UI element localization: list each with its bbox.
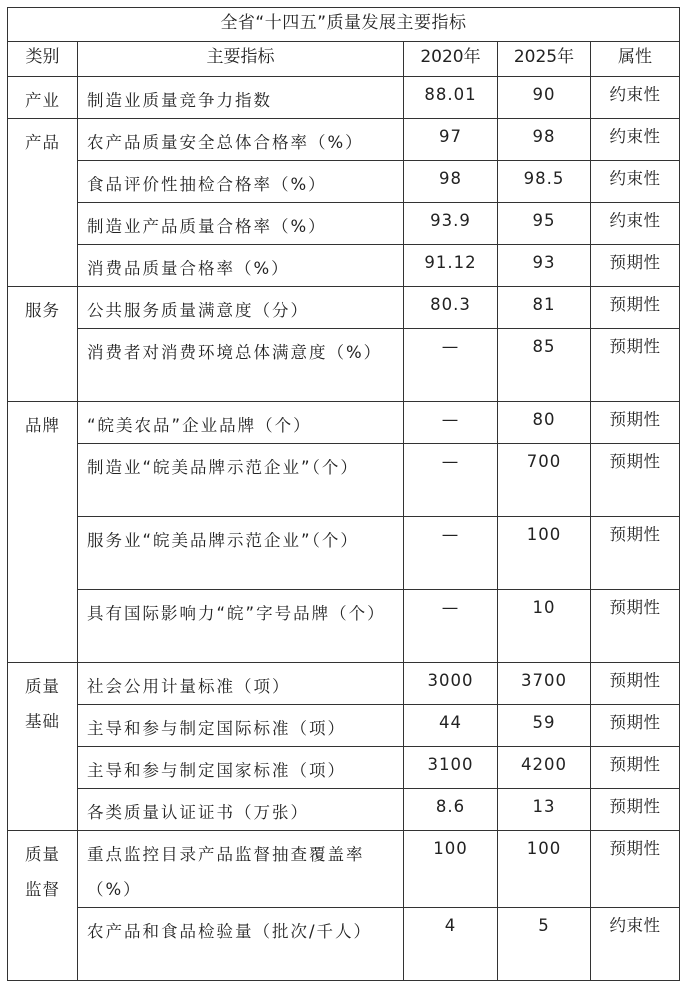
attribute-cell: 预期性 — [591, 663, 680, 705]
indicator-cell: 具有国际影响力“皖”字号品牌（个） — [78, 590, 404, 663]
value-2025-cell: 5 — [498, 908, 591, 981]
attribute-cell: 预期性 — [591, 329, 680, 402]
indicator-cell: “皖美农品”企业品牌（个） — [78, 402, 404, 444]
value-2020-cell: 3000 — [404, 663, 498, 705]
category-cell: 产品 — [8, 119, 78, 287]
value-2025-cell: 700 — [498, 444, 591, 517]
attribute-cell: 预期性 — [591, 245, 680, 287]
attribute-cell: 预期性 — [591, 789, 680, 831]
attribute-cell: 预期性 — [591, 402, 680, 444]
attribute-cell: 约束性 — [591, 908, 680, 981]
indicator-cell: 重点监控目录产品监督抽查覆盖率（%） — [78, 831, 404, 908]
value-2020-cell: 44 — [404, 705, 498, 747]
indicator-cell: 农产品和食品检验量（批次/千人） — [78, 908, 404, 981]
value-2020-cell: 97 — [404, 119, 498, 161]
indicator-cell: 公共服务质量满意度（分） — [78, 287, 404, 329]
category-cell: 质量基础 — [8, 663, 78, 831]
header-category: 类别 — [8, 42, 78, 77]
category-cell: 质量监督 — [8, 831, 78, 981]
value-2020-cell: — — [404, 329, 498, 402]
value-2025-cell: 93 — [498, 245, 591, 287]
category-cell: 品牌 — [8, 402, 78, 663]
value-2020-cell: — — [404, 444, 498, 517]
attribute-cell: 约束性 — [591, 119, 680, 161]
indicator-cell: 服务业“皖美品牌示范企业”（个） — [78, 517, 404, 590]
indicator-cell: 各类质量认证证书（万张） — [78, 789, 404, 831]
attribute-cell: 约束性 — [591, 77, 680, 119]
value-2025-cell: 13 — [498, 789, 591, 831]
value-2020-cell: 98 — [404, 161, 498, 203]
value-2020-cell: 3100 — [404, 747, 498, 789]
table-header-row — [8, 42, 680, 77]
indicator-cell: 制造业“皖美品牌示范企业”（个） — [78, 444, 404, 517]
indicator-cell: 消费者对消费环境总体满意度（%） — [78, 329, 404, 402]
value-2020-cell: — — [404, 517, 498, 590]
table-row — [8, 161, 680, 203]
attribute-cell: 预期性 — [591, 831, 680, 908]
table-row — [8, 402, 680, 444]
value-2025-cell: 90 — [498, 77, 591, 119]
value-2025-cell: 81 — [498, 287, 591, 329]
table-row — [8, 119, 680, 161]
value-2025-cell: 3700 — [498, 663, 591, 705]
attribute-cell: 预期性 — [591, 590, 680, 663]
table-row — [8, 663, 680, 705]
table-row — [8, 590, 680, 663]
table-row — [8, 908, 680, 981]
attribute-cell: 预期性 — [591, 444, 680, 517]
value-2020-cell: 80.3 — [404, 287, 498, 329]
table-row — [8, 77, 680, 119]
table-row — [8, 203, 680, 245]
indicator-cell: 农产品质量安全总体合格率（%） — [78, 119, 404, 161]
value-2020-cell: 100 — [404, 831, 498, 908]
value-2025-cell: 98 — [498, 119, 591, 161]
attribute-cell: 预期性 — [591, 747, 680, 789]
table-title-row — [8, 8, 680, 42]
table-row — [8, 245, 680, 287]
header-attribute: 属性 — [591, 42, 680, 77]
value-2020-cell: 4 — [404, 908, 498, 981]
indicator-cell: 制造业产品质量合格率（%） — [78, 203, 404, 245]
header-2025: 2025年 — [498, 42, 591, 77]
value-2025-cell: 100 — [498, 517, 591, 590]
table-row — [8, 444, 680, 517]
value-2025-cell: 85 — [498, 329, 591, 402]
table-row — [8, 831, 680, 908]
header-2020: 2020年 — [404, 42, 498, 77]
value-2020-cell: 91.12 — [404, 245, 498, 287]
table-row — [8, 705, 680, 747]
value-2025-cell: 95 — [498, 203, 591, 245]
value-2025-cell: 100 — [498, 831, 591, 908]
category-cell: 产业 — [8, 77, 78, 119]
indicator-cell: 社会公用计量标准（项） — [78, 663, 404, 705]
table-row — [8, 747, 680, 789]
indicator-cell: 主导和参与制定国家标准（项） — [78, 747, 404, 789]
indicator-cell: 主导和参与制定国际标准（项） — [78, 705, 404, 747]
indicator-cell: 消费品质量合格率（%） — [78, 245, 404, 287]
value-2020-cell: — — [404, 402, 498, 444]
value-2025-cell: 59 — [498, 705, 591, 747]
indicator-cell: 食品评价性抽检合格率（%） — [78, 161, 404, 203]
value-2025-cell: 10 — [498, 590, 591, 663]
table-row — [8, 329, 680, 402]
attribute-cell: 预期性 — [591, 287, 680, 329]
value-2020-cell: 88.01 — [404, 77, 498, 119]
attribute-cell: 约束性 — [591, 203, 680, 245]
indicator-cell: 制造业质量竞争力指数 — [78, 77, 404, 119]
value-2020-cell: 8.6 — [404, 789, 498, 831]
category-cell: 服务 — [8, 287, 78, 402]
attribute-cell: 预期性 — [591, 517, 680, 590]
value-2025-cell: 98.5 — [498, 161, 591, 203]
table-row — [8, 517, 680, 590]
value-2020-cell: — — [404, 590, 498, 663]
header-indicator: 主要指标 — [78, 42, 404, 77]
value-2025-cell: 80 — [498, 402, 591, 444]
indicators-table — [7, 7, 680, 981]
table-row — [8, 789, 680, 831]
table-row — [8, 287, 680, 329]
value-2020-cell: 93.9 — [404, 203, 498, 245]
value-2025-cell: 4200 — [498, 747, 591, 789]
attribute-cell: 预期性 — [591, 705, 680, 747]
attribute-cell: 约束性 — [591, 161, 680, 203]
table-title: 全省“十四五”质量发展主要指标 — [8, 8, 680, 42]
